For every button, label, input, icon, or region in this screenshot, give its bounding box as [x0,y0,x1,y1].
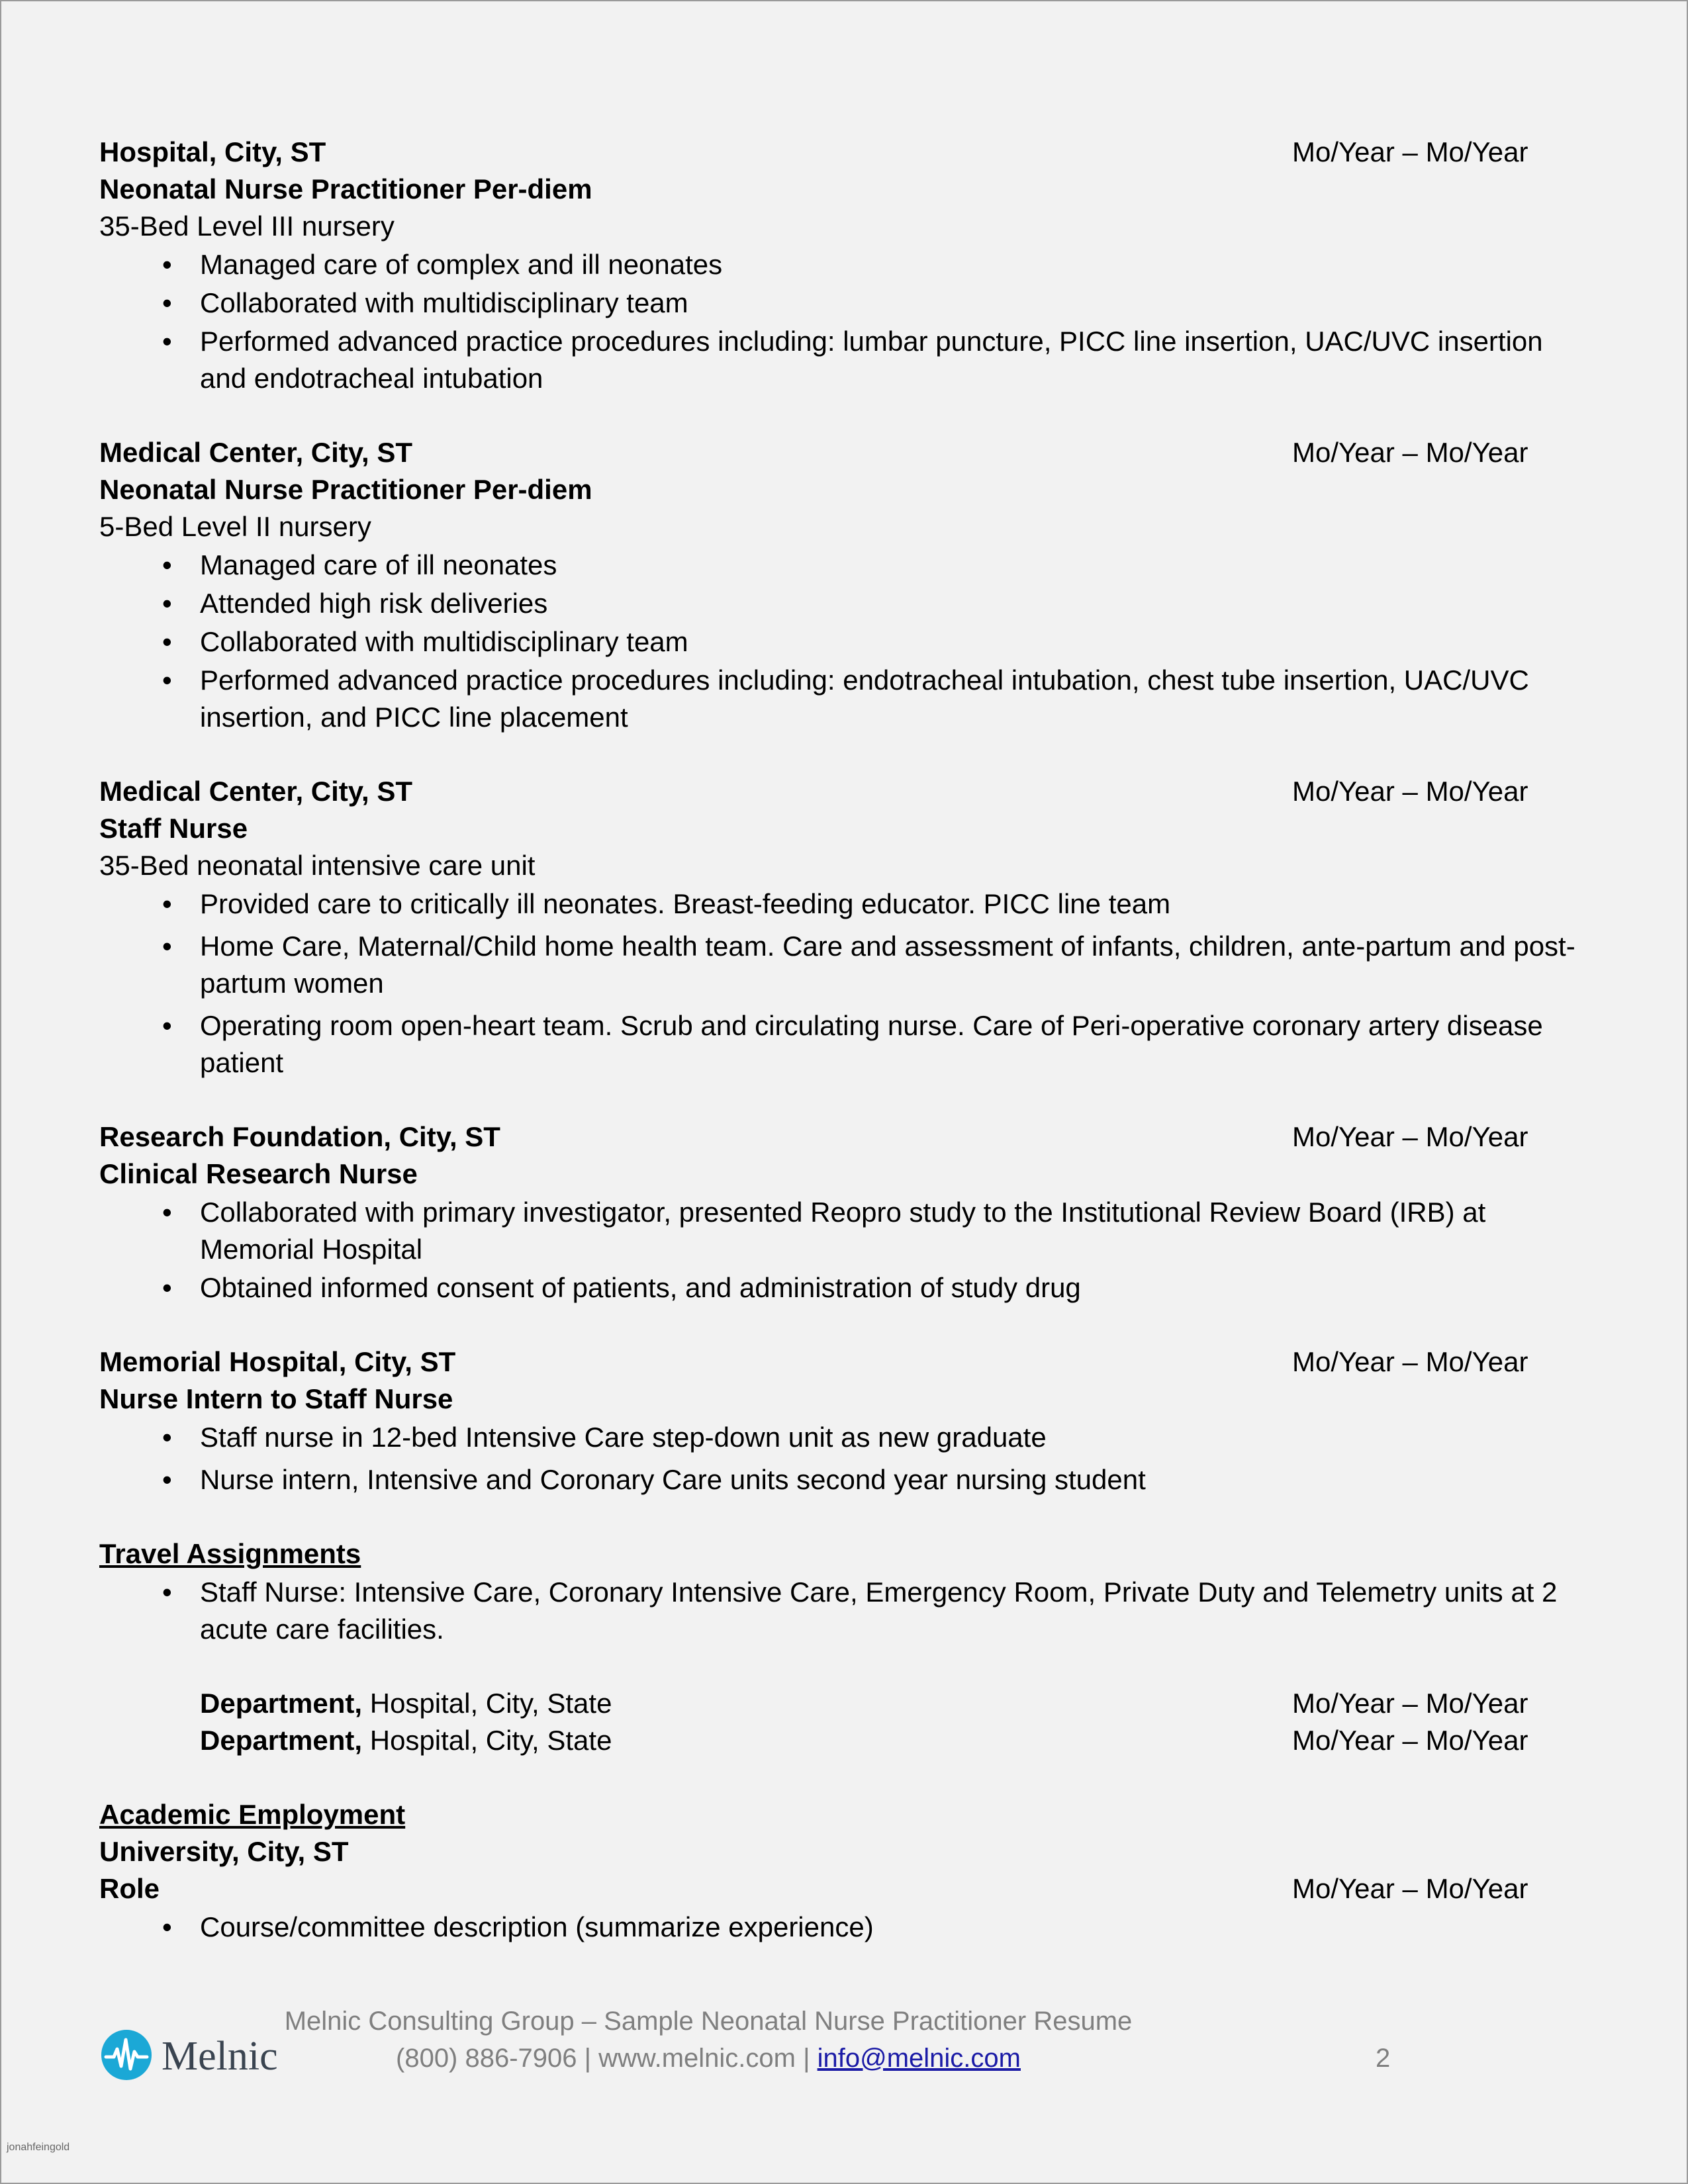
bullet-item: • Collaborated with primary investigator, presented Reopro study to the Institutional Review Board (IRB) at Memorial Hospital [99,1194,1589,1268]
bullet-item: • Managed care of ill neonates [99,547,1589,584]
bullet-icon: • [162,888,172,919]
bullet-icon: • [162,287,172,318]
job-unit: 35-Bed Level III nursery [99,210,395,242]
bullet-item: • Performed advanced practice procedures including: endotracheal intubation, chest tube insertion, UAC/UVC insertion, and PICC line placement [99,662,1589,736]
academic-role: Role [99,1873,160,1904]
job-bullets [99,886,1582,1081]
job-entry [99,434,1582,736]
department-dates: Mo/Year – Mo/Year [1292,1688,1528,1719]
footer-contact [1,2044,1415,2073]
footer-phone-site: (800) 886-7906 | www.melnic.com | [396,2044,818,2073]
bullet-item: • Staff Nurse: Intensive Care, Coronary Intensive Care, Emergency Room, Private Duty and Telemetry units at 2 acute care facilities. [99,1574,1589,1648]
job-bullets [99,547,1582,736]
bullet-item: • Staff nurse in 12-bed Intensive Care step-down unit as new graduate [99,1419,1589,1456]
page-number: 2 [1376,2044,1391,2073]
travel-section [99,1535,1582,1759]
bullet-icon: • [162,588,172,619]
bullet-icon: • [162,664,172,696]
bullet-icon: • [162,1464,172,1495]
bullet-icon: • [162,1911,172,1942]
job-dates: Mo/Year – Mo/Year [1292,1121,1528,1152]
job-dates: Mo/Year – Mo/Year [1292,1346,1528,1377]
job-title: Clinical Research Nurse [99,1158,418,1189]
bullet-item: • Collaborated with multidisciplinary team [99,623,1589,660]
bullet-item: • Attended high risk deliveries [99,585,1589,622]
bullet-item: • Operating room open-heart team. Scrub and circulating nurse. Care of Peri-operative coronary artery disease patient [99,1007,1589,1081]
academic-heading: Academic Employment [99,1799,406,1830]
job-org: Hospital, City, ST [99,136,326,167]
watermark-text: jonahfeingold [7,2142,70,2153]
travel-heading: Travel Assignments [99,1538,361,1569]
job-entry [99,773,1582,1081]
job-org: Research Foundation, City, ST [99,1121,500,1152]
job-title: Staff Nurse [99,813,248,844]
job-title: Neonatal Nurse Practitioner Per-diem [99,474,592,505]
bullet-item: • Home Care, Maternal/Child home health team. Care and assessment of infants, children, ante-partum and post-partum women [99,928,1589,1002]
bullet-item: • Obtained informed consent of patients, and administration of study drug [99,1269,1589,1306]
footer-title: Melnic Consulting Group – Sample Neonatal Nurse Practitioner Resume [284,2007,1133,2036]
page-footer [1,2007,1687,2099]
bullet-item: • Course/committee description (summarize experience) [99,1909,1589,1946]
logo-text: Melnic [162,2034,278,2079]
bullet-icon: • [162,931,172,962]
job-bullets [99,1194,1582,1306]
bullet-icon: • [162,1422,172,1453]
job-org: Medical Center, City, ST [99,437,413,468]
resume-content [99,134,1582,1983]
job-dates: Mo/Year – Mo/Year [1292,136,1528,167]
job-unit: 5-Bed Level II nursery [99,511,371,542]
job-org: Medical Center, City, ST [99,776,413,807]
department-dates: Mo/Year – Mo/Year [1292,1725,1528,1756]
job-title: Neonatal Nurse Practitioner Per-diem [99,173,592,205]
academic-org: University, City, ST [99,1836,349,1867]
email-link[interactable]: info@melnic.com [817,2044,1021,2073]
job-dates: Mo/Year – Mo/Year [1292,437,1528,468]
academic-dates: Mo/Year – Mo/Year [1292,1873,1528,1904]
travel-bullets [99,1574,1582,1648]
job-entry [99,1118,1582,1306]
job-bullets [99,246,1582,397]
bullet-icon: • [162,1197,172,1228]
department-list [99,1685,1582,1759]
bullet-item: • Nurse intern, Intensive and Coronary Care units second year nursing student [99,1461,1589,1498]
department-row: Department, Hospital, City, State Mo/Year – Mo/Year [99,1685,1582,1722]
job-dates: Mo/Year – Mo/Year [1292,776,1528,807]
bullet-icon: • [162,326,172,357]
job-org: Memorial Hospital, City, ST [99,1346,456,1377]
job-entry [99,134,1582,397]
bullet-item: • Performed advanced practice procedures including: lumbar puncture, PICC line insertion, UAC/UVC insertion and endotracheal intubation [99,323,1589,397]
bullet-icon: • [162,1272,172,1303]
job-entry [99,1343,1582,1498]
bullet-icon: • [162,1010,172,1041]
academic-section [99,1796,1582,1946]
bullet-icon: • [162,1576,172,1608]
bullet-item: • Provided care to critically ill neonates. Breast-feeding educator. PICC line team [99,886,1589,923]
bullet-icon: • [162,626,172,657]
bullet-icon: • [162,249,172,280]
job-bullets [99,1419,1582,1498]
bullet-item: • Collaborated with multidisciplinary team [99,285,1589,322]
department-row: Department, Hospital, City, State Mo/Year – Mo/Year [99,1722,1582,1759]
bullet-icon: • [162,549,172,580]
bullet-item: • Managed care of complex and ill neonates [99,246,1589,283]
job-title: Nurse Intern to Staff Nurse [99,1383,453,1414]
job-unit: 35-Bed neonatal intensive care unit [99,850,536,881]
academic-bullets [99,1909,1582,1946]
